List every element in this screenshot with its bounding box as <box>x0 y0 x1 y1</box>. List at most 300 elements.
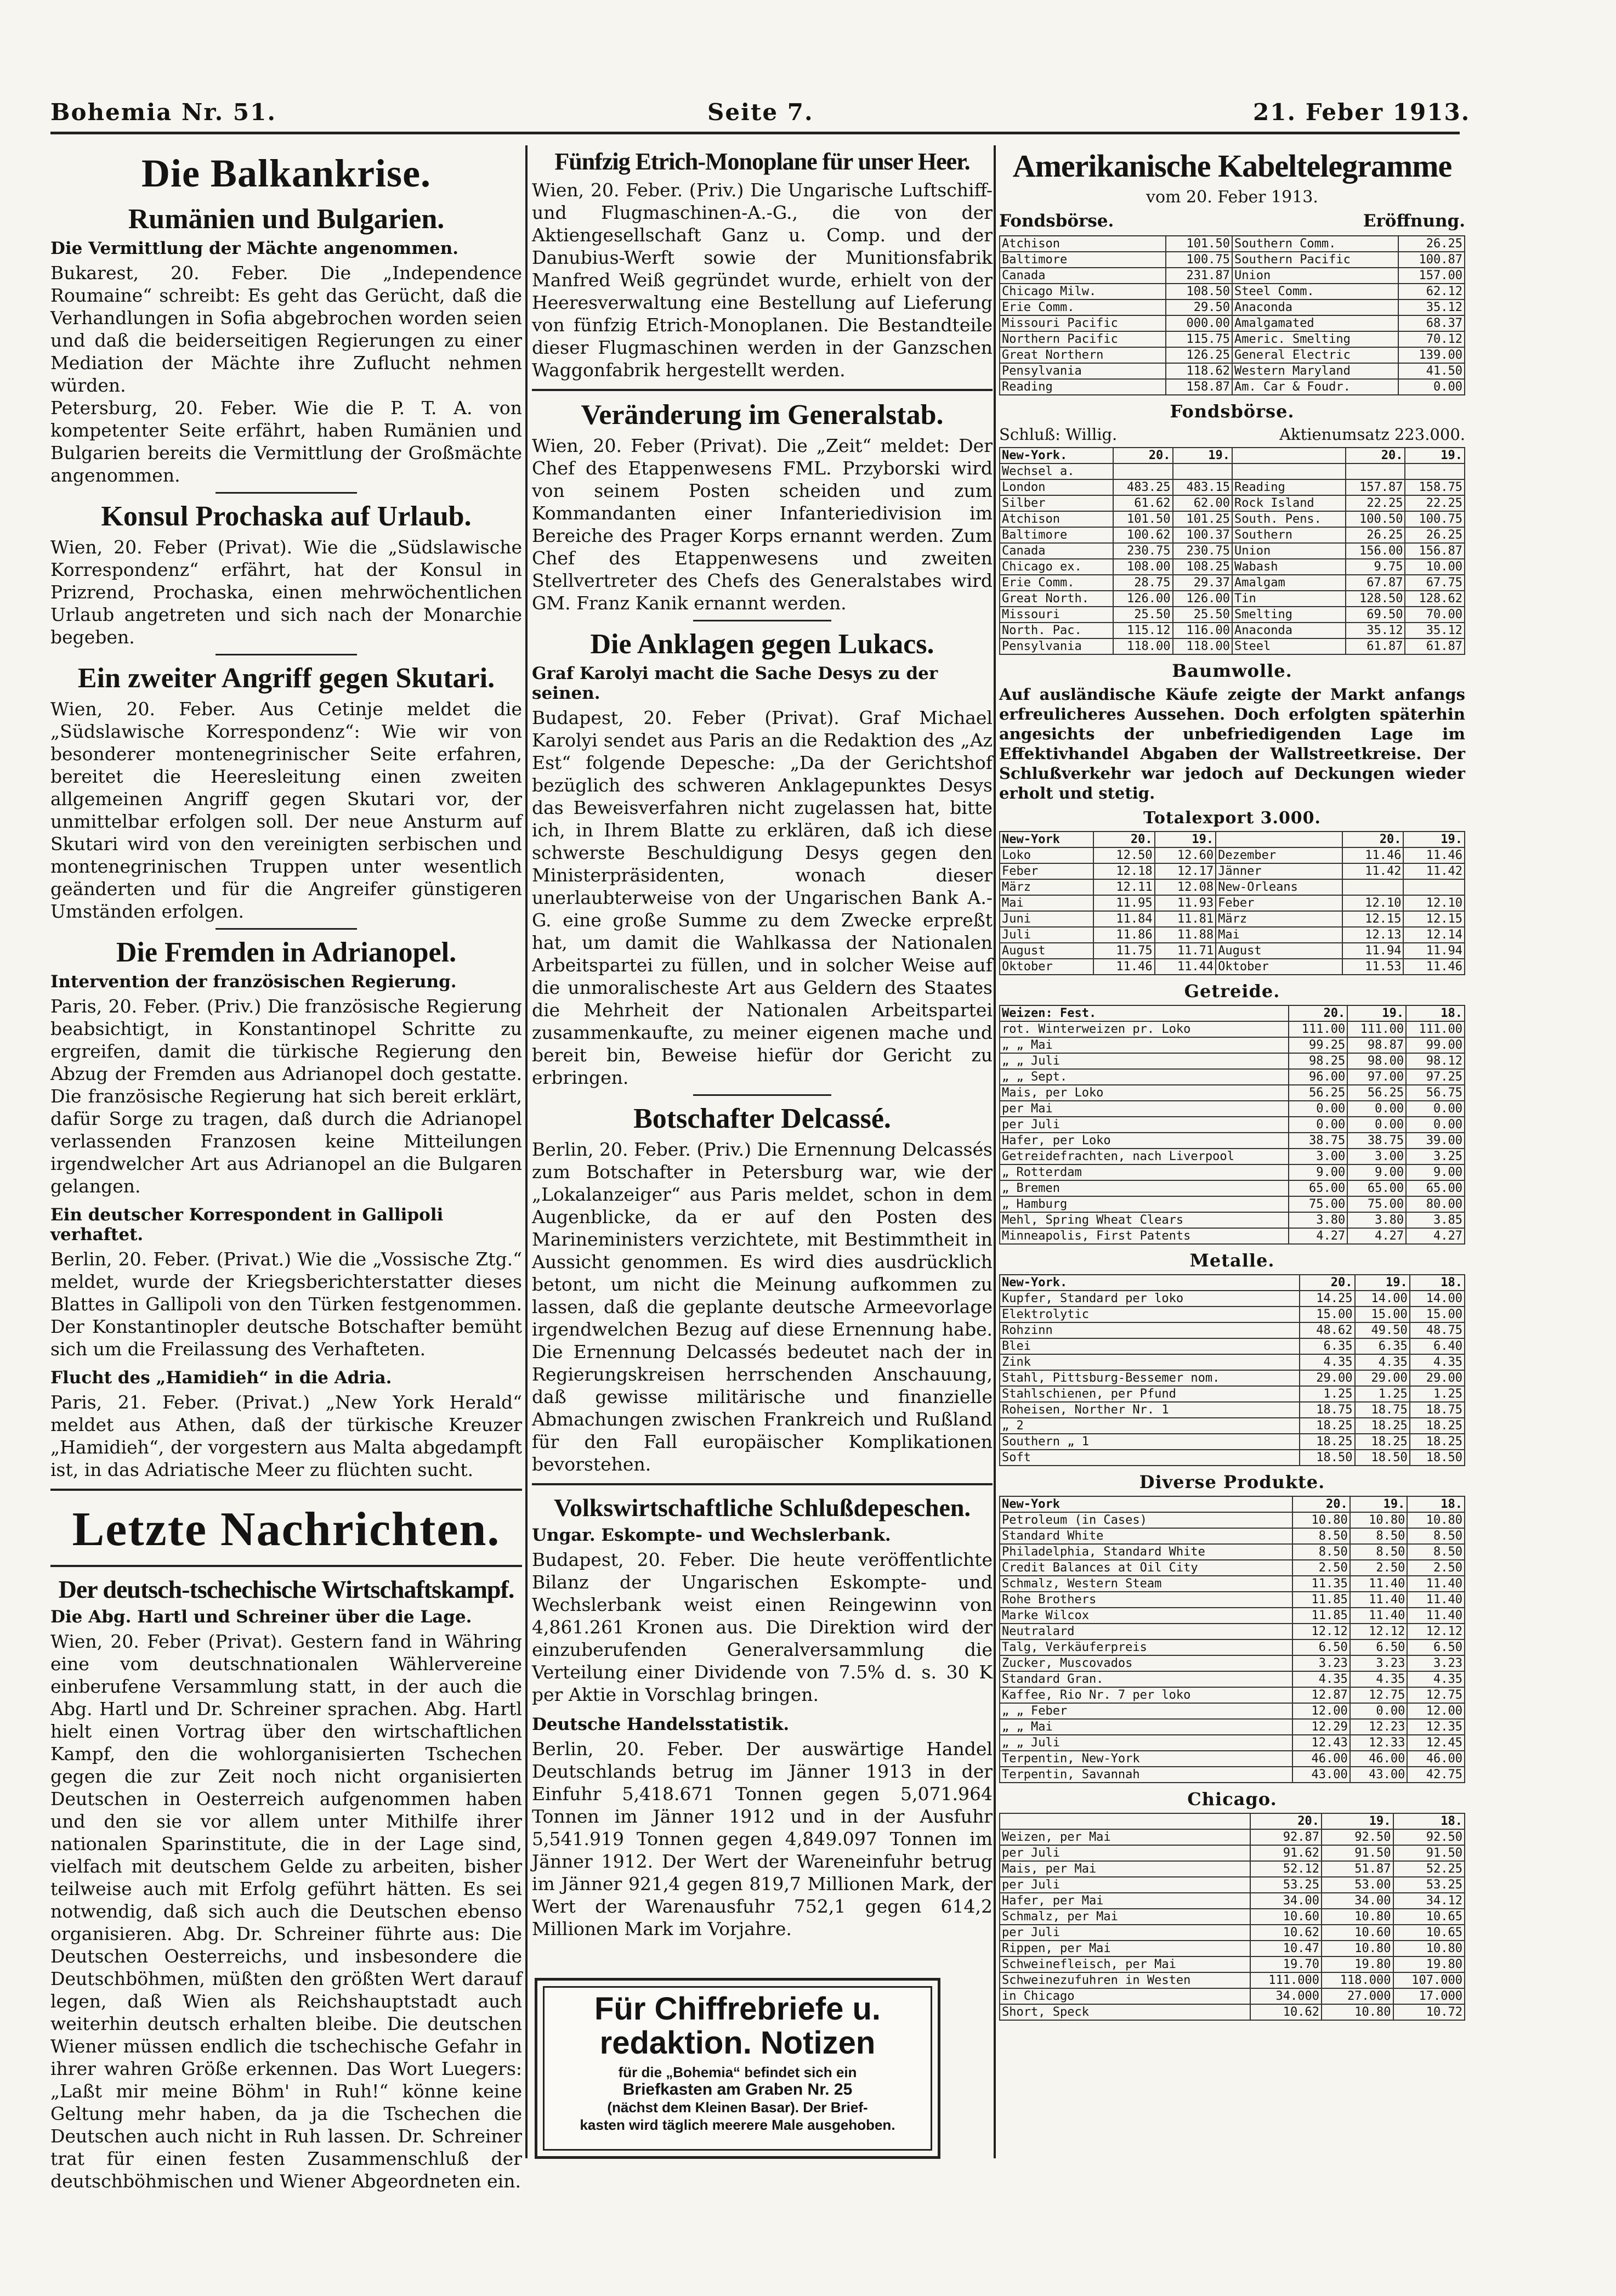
cotton-table-body <box>1000 847 1465 975</box>
table-value-cell: 10.62 <box>1250 1925 1322 1941</box>
table-label-cell: per Juli <box>1000 1877 1250 1893</box>
table-row <box>1000 1149 1465 1164</box>
table-label-cell: Pensylvania <box>1000 363 1166 379</box>
table-label-cell: Juni <box>1000 911 1093 927</box>
table-label-cell: Southern Comm. <box>1232 236 1398 252</box>
table-value-cell: 65.00 <box>1406 1180 1465 1196</box>
article-kicker: Ungar. Eskompte- und Wechslerbank. <box>532 1525 891 1545</box>
table-row <box>1000 1560 1465 1576</box>
table-value-cell: 19.70 <box>1250 1956 1322 1972</box>
table-label-cell: Weizen, per Mai <box>1000 1829 1250 1845</box>
table-value-cell: 14.00 <box>1355 1291 1410 1307</box>
article-subtitle: Rumänien und Bulgarien. <box>128 203 445 235</box>
table-value-cell: 100.75 <box>1166 252 1232 268</box>
table-value-cell: 101.50 <box>1113 511 1172 527</box>
table-label-cell: New-Orleans <box>1216 879 1342 895</box>
table-row <box>1000 527 1465 543</box>
table-value-cell: 100.75 <box>1405 511 1465 527</box>
table-value-cell: 26.25 <box>1405 527 1465 543</box>
article-kicker: Die Abg. Hartl und Schreiner über die Lage. <box>50 1607 472 1627</box>
article-delcasse <box>532 1102 993 1475</box>
table-value-cell: 115.75 <box>1166 331 1232 347</box>
table-value-cell: 12.50 <box>1093 847 1154 863</box>
article-fremden <box>50 936 522 1197</box>
article-paragraph: Wien, 20. Feber (Privat). Wie die „Südslawische Korrespondenz“ erfährt, hat der Konsul in Prizrend, Prochaska, einen mehrwöchentlichen Urlaub angetreten und sich nach der Monarchie begeben. <box>50 536 522 648</box>
article-kicker: Deutsche Handelsstatistik. <box>532 1715 790 1734</box>
table-row <box>1000 927 1465 943</box>
table-value-cell: 10.80 <box>1322 2004 1393 2020</box>
table-value-cell: 156.87 <box>1405 543 1465 559</box>
markets-title: Amerikanische Kabeltelegramme <box>1012 148 1452 184</box>
article-paragraph: Berlin, 20. Feber. (Privat.) Wie die „Vossische Ztg.“ meldet, wurde der Kriegsberichterstatter dieses Blattes in Gallipoli von den Türken festgenommen. Der Konstantinopler deutsche Botschafter bemüht sich um die Freilassung des Verhafteten. <box>50 1248 522 1360</box>
table-row <box>1000 543 1465 559</box>
fondsboerse-close-title: Fondsbörse. <box>1170 401 1295 422</box>
article-title: Die Fremden in Adrianopel. <box>116 937 457 968</box>
table-value-cell: 29.00 <box>1355 1370 1410 1386</box>
table-value-cell: 128.62 <box>1405 591 1465 607</box>
table-header-cell: 19. <box>1347 1005 1406 1021</box>
section-rule <box>532 389 993 391</box>
table-value-cell: 6.35 <box>1300 1338 1354 1354</box>
section-rule <box>50 1489 522 1491</box>
table-value-cell: 98.25 <box>1289 1053 1347 1069</box>
section-letzte-nachrichten <box>50 1502 522 2192</box>
table-label-cell: Short, Speck <box>1000 2004 1250 2020</box>
table-value-cell: 39.00 <box>1406 1133 1465 1149</box>
separator <box>216 492 357 494</box>
table-value-cell: 19.80 <box>1322 1956 1393 1972</box>
table-value-cell: 48.62 <box>1300 1322 1354 1338</box>
table-value-cell: 8.50 <box>1292 1528 1350 1544</box>
table-value-cell: 8.50 <box>1350 1528 1408 1544</box>
table-value-cell: 17.000 <box>1393 1988 1465 2004</box>
table-value-cell: 18.50 <box>1300 1450 1354 1466</box>
table-row <box>1000 1402 1465 1418</box>
table-value-cell <box>1346 463 1405 479</box>
table-label-cell: „ „ Mai <box>1000 1037 1289 1053</box>
table-label-cell: Reading <box>1000 379 1166 395</box>
table-label-cell: Rock Island <box>1232 495 1346 511</box>
table-row <box>1000 1956 1465 1972</box>
table-row <box>1000 1988 1465 2004</box>
table-row <box>1000 575 1465 591</box>
table-row <box>1000 1354 1465 1370</box>
table-value-cell: 14.00 <box>1410 1291 1465 1307</box>
table-label-cell: Feber <box>1000 863 1093 879</box>
table-value-cell: 100.87 <box>1398 252 1465 268</box>
table-value-cell: 18.25 <box>1300 1418 1354 1434</box>
table-value-cell: 1.25 <box>1355 1386 1410 1402</box>
table-label-cell: Kupfer, Standard per loko <box>1000 1291 1300 1307</box>
table-row <box>1000 1893 1465 1909</box>
table-value-cell: 12.11 <box>1093 879 1154 895</box>
ad-body-line: Briefkasten am Graben Nr. 25 <box>622 2080 853 2099</box>
table-label-cell: Northern Pacific <box>1000 331 1166 347</box>
table-value-cell: 34.000 <box>1250 1988 1322 2004</box>
table-value-cell: 11.42 <box>1403 863 1465 879</box>
table-row <box>1000 1671 1465 1687</box>
table-value-cell: 12.00 <box>1292 1703 1350 1719</box>
column-1 <box>50 145 522 2192</box>
table-label-cell: Anaconda <box>1232 299 1398 315</box>
table-label-cell: „ „ Juli <box>1000 1053 1289 1069</box>
table-label-cell: „ „ Juli <box>1000 1735 1292 1751</box>
article-paragraph: Wien, 20. Feber. (Priv.) Die Ungarische Luftschiff- und Flugmaschinen-A.-G., die von der Aktiengesellschaft Ganz u. Comp. und der Danubius-Werft sowie der Munitionsfabrik Manfred Weiß gegründet wurde, erhielt von der Heeresverwaltung eine Bestellung auf Lieferung von fünfzig Etrich-Monoplanen. Die Bestandteile dieser Flugmaschinen werden in der Ganzschen Waggonfabrik hergestellt werden. <box>532 179 993 381</box>
table-value-cell: 91.50 <box>1322 1845 1393 1861</box>
table-value-cell: 56.75 <box>1406 1085 1465 1101</box>
table-row <box>1000 268 1465 284</box>
table-header-cell: 20. <box>1292 1496 1350 1512</box>
table-value-cell: 116.00 <box>1173 623 1232 638</box>
table-value-cell: 11.46 <box>1093 959 1154 975</box>
table-value-cell: 4.27 <box>1347 1228 1406 1244</box>
table-value-cell: 52.12 <box>1250 1861 1322 1877</box>
table-value-cell: 11.46 <box>1403 959 1465 975</box>
table-value-cell: 12.45 <box>1407 1735 1465 1751</box>
table-value-cell: 65.00 <box>1289 1180 1347 1196</box>
table-row <box>1000 315 1465 331</box>
table-value-cell: 12.10 <box>1342 895 1403 911</box>
table-value-cell: 9.00 <box>1347 1164 1406 1180</box>
table-label-cell: Mehl, Spring Wheat Clears <box>1000 1212 1289 1228</box>
table-row <box>1000 1085 1465 1101</box>
table-value-cell: 98.87 <box>1347 1037 1406 1053</box>
table-value-cell: 15.00 <box>1355 1307 1410 1322</box>
table-value-cell: 97.25 <box>1406 1069 1465 1085</box>
table-value-cell: 11.81 <box>1155 911 1216 927</box>
article-title: Der deutsch-tschechische Wirtschaftskampf. <box>58 1575 514 1603</box>
table-value-cell: 2.50 <box>1350 1560 1408 1576</box>
table-row <box>1000 1528 1465 1544</box>
article-paragraph: Budapest, 20. Feber. Die heute veröffentlichte Bilanz der Ungarischen Eskompte- und Wechslerbank weist einen Reingewinn von 4,861.261 Kronen aus. Die Direktion wird der einzuberufenden Generalversammlung die Verteilung einer Dividende von 7.5% d. s. 30 K per Aktie in Vorschlag bringen. <box>532 1549 993 1705</box>
table-value-cell: 26.25 <box>1398 236 1465 252</box>
table-value-cell: 11.40 <box>1407 1592 1465 1608</box>
table-value-cell: 111.000 <box>1250 1972 1322 1988</box>
table-label-cell: Mais, per Mai <box>1000 1861 1250 1877</box>
table-row <box>1000 1972 1465 1988</box>
table-header-cell: 19. <box>1405 448 1465 463</box>
article-lukacs <box>532 628 993 1089</box>
table-header-cell: 20. <box>1093 832 1154 847</box>
table-value-cell: 10.60 <box>1322 1925 1393 1941</box>
table-label-cell: Terpentin, Savannah <box>1000 1767 1292 1783</box>
table-label-cell: Standard Gran. <box>1000 1671 1292 1687</box>
table-value-cell: 10.72 <box>1393 2004 1465 2020</box>
table-label-cell: Baltimore <box>1000 252 1166 268</box>
table-value-cell: 96.00 <box>1289 1069 1347 1085</box>
table-value-cell: 11.40 <box>1407 1608 1465 1624</box>
chicago-title: Chicago. <box>1187 1789 1277 1809</box>
table-value-cell: 126.00 <box>1173 591 1232 607</box>
cotton-table <box>999 831 1465 975</box>
table-value-cell: 15.00 <box>1410 1307 1465 1322</box>
table-label-cell: Philadelphia, Standard White <box>1000 1544 1292 1560</box>
table-value-cell: 11.93 <box>1155 895 1216 911</box>
table-value-cell: 6.50 <box>1407 1639 1465 1655</box>
table-header-cell: 19. <box>1173 448 1232 463</box>
table-label-cell: Southern „ 1 <box>1000 1434 1300 1450</box>
table-label-cell: Hafer, per Mai <box>1000 1893 1250 1909</box>
table-label-cell: Stahlschienen, per Pfund <box>1000 1386 1300 1402</box>
metalle-title: Metalle. <box>1189 1250 1275 1271</box>
article-paragraph: Wien, 20. Feber (Privat). Die „Zeit“ meldet: Der Chef des Etappenwesens FML. Przyborski wird von seinem Posten scheiden und zum Kommandanten einer Infanteriedivision im Bereiche des Prager Korps ernannt werden. Zum Chef des Etappenwesens und zweiten Stellvertreter des Chefs des Generalstabes wird GM. Franz Kanik ernannt werden. <box>532 435 993 614</box>
table-value-cell: 80.00 <box>1406 1196 1465 1212</box>
article-title: Konsul Prochaska auf Urlaub. <box>101 501 472 532</box>
table-header-row <box>1000 448 1465 463</box>
metal-table-body <box>1000 1291 1465 1466</box>
table-value-cell: 18.75 <box>1300 1402 1354 1418</box>
table-row <box>1000 1735 1465 1751</box>
table-value-cell: 98.12 <box>1406 1053 1465 1069</box>
diverse-table-body <box>1000 1512 1465 1783</box>
table-header-row <box>1000 832 1465 847</box>
table-row <box>1000 1322 1465 1338</box>
table-label-cell: Smelting <box>1232 607 1346 623</box>
table-value-cell: 11.53 <box>1342 959 1403 975</box>
table-value-cell: 230.75 <box>1173 543 1232 559</box>
article-korrespondent <box>50 1205 522 1360</box>
table-value-cell: 4.27 <box>1406 1228 1465 1244</box>
table-label-cell: „ Hamburg <box>1000 1196 1289 1212</box>
table-label-cell: Union <box>1232 543 1346 559</box>
table-value-cell: 15.00 <box>1300 1307 1354 1322</box>
table-value-cell: 0.00 <box>1289 1117 1347 1133</box>
chicago-table <box>999 1813 1465 2021</box>
table-value-cell: 53.25 <box>1250 1877 1322 1893</box>
table-value-cell: 75.00 <box>1289 1196 1347 1212</box>
grain-table <box>999 1005 1465 1245</box>
table-label-cell: Southern <box>1232 527 1346 543</box>
table-value-cell: 10.65 <box>1393 1909 1465 1925</box>
table-row <box>1000 623 1465 638</box>
diverse-title: Diverse Produkte. <box>1139 1472 1325 1492</box>
table-value-cell: 158.75 <box>1405 479 1465 495</box>
table-value-cell: 29.00 <box>1300 1370 1354 1386</box>
table-row <box>1000 363 1465 379</box>
table-row <box>1000 1639 1465 1655</box>
table-value-cell: 68.37 <box>1398 315 1465 331</box>
table-row <box>1000 1307 1465 1322</box>
table-header-cell: 20. <box>1113 448 1172 463</box>
table-row <box>1000 1624 1465 1639</box>
table-value-cell: 12.12 <box>1350 1624 1408 1639</box>
table-label-cell: Roheisen, Norther Nr. 1 <box>1000 1402 1300 1418</box>
table-row <box>1000 1845 1465 1861</box>
table-header-cell <box>1232 448 1346 463</box>
table-value-cell: 69.50 <box>1346 607 1405 623</box>
section-rule <box>50 1565 522 1567</box>
table-label-cell: „ „ Mai <box>1000 1719 1292 1735</box>
table-header-row <box>1000 1813 1465 1829</box>
table-value-cell: 11.35 <box>1292 1576 1350 1592</box>
table-header-cell: 20. <box>1289 1005 1347 1021</box>
table-label-cell: rot. Winterweizen pr. Loko <box>1000 1021 1289 1037</box>
table-value-cell: 51.87 <box>1322 1861 1393 1877</box>
table-header-cell: 18. <box>1407 1496 1465 1512</box>
table-value-cell: 19.80 <box>1393 1956 1465 1972</box>
table-value-cell: 12.33 <box>1350 1735 1408 1751</box>
article-title: Volkswirtschaftliche Schlußdepeschen. <box>554 1494 971 1522</box>
table-value-cell: 12.17 <box>1155 863 1216 879</box>
table-label-cell: Dezember <box>1216 847 1342 863</box>
table-label-cell: Americ. Smelting <box>1232 331 1398 347</box>
table-value-cell: 12.10 <box>1403 895 1465 911</box>
article-skutari <box>50 662 522 923</box>
table-row <box>1000 1418 1465 1434</box>
table-value-cell: 35.12 <box>1346 623 1405 638</box>
table-header-cell: 19. <box>1322 1813 1393 1829</box>
table-row <box>1000 236 1465 252</box>
table-value-cell <box>1403 879 1465 895</box>
table-label-cell: Mai <box>1216 927 1342 943</box>
table-value-cell: 4.35 <box>1410 1354 1465 1370</box>
chicago-table-body <box>1000 1829 1465 2020</box>
ad-title-line-2: redaktion. Notizen <box>599 2025 876 2061</box>
table-label-cell: Rippen, per Mai <box>1000 1941 1250 1956</box>
table-value-cell: 34.12 <box>1393 1893 1465 1909</box>
table-value-cell: 56.25 <box>1347 1085 1406 1101</box>
table-label-cell: Reading <box>1232 479 1346 495</box>
table-value-cell: 10.65 <box>1393 1925 1465 1941</box>
table-label-cell: Missouri <box>1000 607 1113 623</box>
table-label-cell: August <box>1216 943 1342 959</box>
table-value-cell: 34.00 <box>1250 1893 1322 1909</box>
table-value-cell: 18.25 <box>1300 1434 1354 1450</box>
table-label-cell: Rohzinn <box>1000 1322 1300 1338</box>
table-value-cell: 22.25 <box>1346 495 1405 511</box>
table-value-cell: 98.00 <box>1347 1053 1406 1069</box>
table-label-cell: Zink <box>1000 1354 1300 1370</box>
table-value-cell: 61.87 <box>1346 638 1405 654</box>
table-row <box>1000 1370 1465 1386</box>
table-value-cell: 91.62 <box>1250 1845 1322 1861</box>
table-label-cell: Mais, per Loko <box>1000 1085 1289 1101</box>
table-value-cell: 10.80 <box>1322 1909 1393 1925</box>
table-label-cell: Hafer, per Loko <box>1000 1133 1289 1149</box>
table-value-cell: 100.50 <box>1346 511 1405 527</box>
fondsboerse-close-info <box>999 425 1465 444</box>
baumwolle-note: Auf ausländische Käufe zeigte der Markt anfangs erfreulicheres Aussehen. Doch erfolgten späterhin angesichts der unbefriedigenden Lage im Effektivhandel Abgaben der Wallstreetkreise. Der Schlußverkehr war jedoch auf Deckungen wieder erholt und stetig. <box>999 685 1465 802</box>
table-label-cell: Schweinefleisch, per Mai <box>1000 1956 1250 1972</box>
table-value-cell: 11.44 <box>1155 959 1216 975</box>
separator <box>216 928 357 930</box>
table-label-cell: Atchison <box>1000 511 1113 527</box>
table-row <box>1000 1544 1465 1560</box>
table-row <box>1000 1592 1465 1608</box>
getreide-title: Getreide. <box>1184 981 1280 1002</box>
table-value-cell: 29.50 <box>1166 299 1232 315</box>
article-paragraph: Paris, 20. Feber. (Priv.) Die französische Regierung beabsichtigt, in Konstantinopel Schritte zu ergreifen, damit die türkische Regierung den Abzug der Fremden aus Adrianopel doch gestatte. Die französische Regierung hat sich bereit erklärt, dafür Sorge zu tragen, daß durch die Adrianopel verlassenden Franzosen keine Mitteilungen irgendwelcher Art aus Adrianopel an die Bulgaren gelangen. <box>50 996 522 1197</box>
table-header-cell: New-York. <box>1000 448 1113 463</box>
table-row <box>1000 879 1465 895</box>
table-value-cell: 230.75 <box>1113 543 1172 559</box>
table-value-cell <box>1173 463 1232 479</box>
table-value-cell: 11.85 <box>1292 1608 1350 1624</box>
table-value-cell: 107.000 <box>1393 1972 1465 1988</box>
table-value-cell: 67.87 <box>1346 575 1405 591</box>
table-row <box>1000 607 1465 623</box>
table-value-cell <box>1113 463 1172 479</box>
table-value-cell: 111.00 <box>1406 1021 1465 1037</box>
table-value-cell: 157.00 <box>1398 268 1465 284</box>
table-value-cell: 41.50 <box>1398 363 1465 379</box>
table-label-cell: Kaffee, Rio Nr. 7 per loko <box>1000 1687 1292 1703</box>
table-value-cell: 3.23 <box>1292 1655 1350 1671</box>
table-value-cell: 483.15 <box>1173 479 1232 495</box>
table-value-cell <box>1405 463 1465 479</box>
table-label-cell: Canada <box>1000 543 1113 559</box>
table-row <box>1000 895 1465 911</box>
table-value-cell: 3.00 <box>1289 1149 1347 1164</box>
table-value-cell: 18.50 <box>1410 1450 1465 1466</box>
separator <box>693 1094 831 1096</box>
table-label-cell: Union <box>1232 268 1398 284</box>
table-value-cell: 0.00 <box>1406 1117 1465 1133</box>
table-header-cell: 18. <box>1410 1275 1465 1291</box>
table-label-cell: Chicago ex. <box>1000 559 1113 575</box>
header-rule <box>50 132 1460 134</box>
column-divider-2 <box>994 145 996 2158</box>
table-label-cell: per Juli <box>1000 1117 1289 1133</box>
table-label-cell: Talg, Verkäuferpreis <box>1000 1639 1292 1655</box>
table-row <box>1000 479 1465 495</box>
table-value-cell: 11.46 <box>1342 847 1403 863</box>
table-row <box>1000 1228 1465 1244</box>
table-value-cell: 25.50 <box>1173 607 1232 623</box>
table-header-cell <box>1216 832 1342 847</box>
table-label-cell: Missouri Pacific <box>1000 315 1166 331</box>
table-value-cell: 46.00 <box>1292 1751 1350 1767</box>
opening-table-body <box>1000 236 1465 395</box>
table-label-cell: Western Maryland <box>1232 363 1398 379</box>
table-value-cell: 97.00 <box>1347 1069 1406 1085</box>
table-label-cell: General Electric <box>1232 347 1398 363</box>
table-value-cell: 53.25 <box>1393 1877 1465 1893</box>
table-value-cell: 11.46 <box>1403 847 1465 863</box>
table-row <box>1000 1512 1465 1528</box>
table-label-cell: Erie Comm. <box>1000 575 1113 591</box>
table-value-cell: 35.12 <box>1398 299 1465 315</box>
table-header-cell: 19. <box>1403 832 1465 847</box>
table-header-cell: 20. <box>1250 1813 1322 1829</box>
table-row <box>1000 1101 1465 1117</box>
article-title: Ein deutscher Korrespondent in Gallipoli verhaftet. <box>50 1205 444 1245</box>
table-label-cell: Soft <box>1000 1450 1300 1466</box>
table-value-cell: 3.00 <box>1347 1149 1406 1164</box>
table-label-cell: „ Rotterdam <box>1000 1164 1289 1180</box>
table-row <box>1000 252 1465 268</box>
article-paragraph: Bukarest, 20. Feber. Die „Independence Roumaine“ schreibt: Es geht das Gerücht, daß die Verhandlungen in Sofia abgebrochen worden seien und daß die beiderseitigen Regierungen zu einer Mediation der Mächte ihre Zuflucht nehmen würden. <box>50 262 522 396</box>
table-value-cell: 8.50 <box>1407 1528 1465 1544</box>
table-value-cell: 126.25 <box>1166 347 1232 363</box>
table-value-cell: 10.80 <box>1407 1512 1465 1528</box>
table-value-cell: 9.00 <box>1406 1164 1465 1180</box>
column-divider-1 <box>525 145 528 2158</box>
table-header-cell <box>1000 1813 1250 1829</box>
table-value-cell: 26.25 <box>1346 527 1405 543</box>
table-value-cell: 53.00 <box>1322 1877 1393 1893</box>
table-value-cell: 10.80 <box>1350 1512 1408 1528</box>
table-value-cell: 18.25 <box>1410 1434 1465 1450</box>
table-value-cell: 3.80 <box>1289 1212 1347 1228</box>
table-value-cell: 25.50 <box>1113 607 1172 623</box>
table-label-cell: Getreidefrachten, nach Liverpool <box>1000 1149 1289 1164</box>
table-value-cell: 12.15 <box>1403 911 1465 927</box>
article-balkankrise <box>50 151 522 487</box>
table-value-cell: 12.12 <box>1292 1624 1350 1639</box>
table-label-cell: London <box>1000 479 1113 495</box>
section-title: Letzte Nachrichten. <box>72 1503 501 1556</box>
